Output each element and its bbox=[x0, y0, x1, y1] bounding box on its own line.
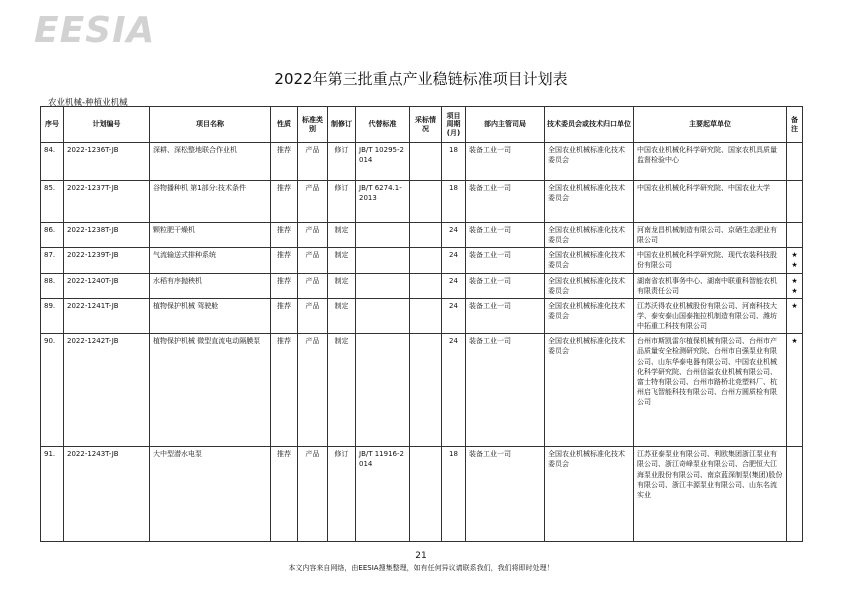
cell-period: 24 bbox=[442, 223, 466, 248]
cell-committee: 全国农业机械标准化技术委员会 bbox=[545, 334, 634, 447]
cell-replaced: JB/T 10295-2014 bbox=[356, 143, 410, 181]
header-type: 制修订 bbox=[328, 107, 356, 143]
table-row bbox=[41, 273, 803, 298]
cell-committee: 全国农业机械标准化技术委员会 bbox=[545, 181, 634, 223]
cell-name: 大中型潜水电泵 bbox=[150, 447, 271, 542]
cell-adopt bbox=[410, 334, 442, 447]
cell-category: 产品 bbox=[298, 143, 328, 181]
cell-drafter: 河南龙昌机械制造有限公司、京硒生态肥业有限公司 bbox=[634, 223, 787, 248]
cell-type: 制定 bbox=[328, 223, 356, 248]
cell-plan-no: 2022-1237T-JB bbox=[64, 181, 150, 223]
cell-committee: 全国农业机械标准化技术委员会 bbox=[545, 298, 634, 333]
cell-dept: 装备工业一司 bbox=[466, 273, 545, 298]
cell-name: 植物保护机械 驾驶舱 bbox=[150, 298, 271, 333]
cell-nature: 推荐 bbox=[271, 181, 298, 223]
cell-name: 水稻有序抛秧机 bbox=[150, 273, 271, 298]
page-title: 2022年第三批重点产业稳链标准项目计划表 bbox=[274, 70, 568, 88]
cell-dept: 装备工业一司 bbox=[466, 447, 545, 542]
footer-disclaimer: 本文内容来自网络，由EESIA搜集整理，如有任何异议请联系我们，我们将即时处理！ bbox=[288, 564, 554, 572]
cell-dept: 装备工业一司 bbox=[466, 298, 545, 333]
table-row bbox=[41, 143, 803, 181]
table-row bbox=[41, 298, 803, 333]
cell-type: 制定 bbox=[328, 248, 356, 273]
cell-adopt bbox=[410, 143, 442, 181]
header-period: 项目周期(月) bbox=[442, 107, 466, 143]
cell-plan-no: 2022-1239T-JB bbox=[64, 248, 150, 273]
cell-type: 修订 bbox=[328, 143, 356, 181]
cell-replaced bbox=[356, 248, 410, 273]
cell-category: 产品 bbox=[298, 298, 328, 333]
header-dept: 部内主管司局 bbox=[466, 107, 545, 143]
cell-drafter: 中国农业机械化科学研究院、现代农装科技股份有限公司 bbox=[634, 248, 787, 273]
header-seq: 序号 bbox=[41, 107, 64, 143]
cell-committee: 全国农业机械标准化技术委员会 bbox=[545, 143, 634, 181]
cell-drafter: 湖南省农机事务中心、湖南中联重科智能农机有限责任公司 bbox=[634, 273, 787, 298]
header-category: 标准类别 bbox=[298, 107, 328, 143]
header-plan-no: 计划编号 bbox=[64, 107, 150, 143]
cell-period: 24 bbox=[442, 298, 466, 333]
cell-nature: 推荐 bbox=[271, 143, 298, 181]
cell-seq: 89. bbox=[41, 298, 64, 333]
cell-adopt bbox=[410, 223, 442, 248]
header-replaced: 代替标准 bbox=[356, 107, 410, 143]
cell-type: 修订 bbox=[328, 447, 356, 542]
cell-replaced: JB/T 6274.1-2013 bbox=[356, 181, 410, 223]
cell-category: 产品 bbox=[298, 273, 328, 298]
cell-remark: ★★ bbox=[787, 273, 803, 298]
cell-nature: 推荐 bbox=[271, 334, 298, 447]
table-row bbox=[41, 181, 803, 223]
header-adopt: 采标情况 bbox=[410, 107, 442, 143]
standards-plan-table bbox=[40, 106, 803, 542]
table-header-row bbox=[41, 107, 803, 143]
cell-remark: ★★ bbox=[787, 248, 803, 273]
cell-remark: ★ bbox=[787, 334, 803, 447]
cell-type: 制定 bbox=[328, 273, 356, 298]
cell-adopt bbox=[410, 248, 442, 273]
section-label: 农业机械-种植业机械 bbox=[48, 98, 128, 108]
cell-dept: 装备工业一司 bbox=[466, 223, 545, 248]
cell-type: 制定 bbox=[328, 298, 356, 333]
cell-nature: 推荐 bbox=[271, 273, 298, 298]
cell-adopt bbox=[410, 181, 442, 223]
cell-name: 颗粒肥干燥机 bbox=[150, 223, 271, 248]
cell-category: 产品 bbox=[298, 181, 328, 223]
table-row bbox=[41, 334, 803, 447]
cell-period: 24 bbox=[442, 334, 466, 447]
cell-plan-no: 2022-1240T-JB bbox=[64, 273, 150, 298]
header-name: 项目名称 bbox=[150, 107, 271, 143]
cell-seq: 85. bbox=[41, 181, 64, 223]
cell-replaced: JB/T 11916-2014 bbox=[356, 447, 410, 542]
cell-committee: 全国农业机械标准化技术委员会 bbox=[545, 447, 634, 542]
cell-plan-no: 2022-1236T-JB bbox=[64, 143, 150, 181]
cell-type: 修订 bbox=[328, 181, 356, 223]
cell-category: 产品 bbox=[298, 334, 328, 447]
cell-adopt bbox=[410, 273, 442, 298]
cell-replaced bbox=[356, 298, 410, 333]
cell-period: 18 bbox=[442, 447, 466, 542]
cell-name: 气流输送式排种系统 bbox=[150, 248, 271, 273]
cell-committee: 全国农业机械标准化技术委员会 bbox=[545, 223, 634, 248]
table-row bbox=[41, 248, 803, 273]
cell-name: 植物保护机械 微型直流电动隔膜泵 bbox=[150, 334, 271, 447]
cell-seq: 90. bbox=[41, 334, 64, 447]
cell-adopt bbox=[410, 447, 442, 542]
cell-remark bbox=[787, 181, 803, 223]
cell-remark: ★ bbox=[787, 298, 803, 333]
cell-seq: 84. bbox=[41, 143, 64, 181]
cell-seq: 86. bbox=[41, 223, 64, 248]
cell-remark bbox=[787, 223, 803, 248]
header-remark: 备注 bbox=[787, 107, 803, 143]
cell-dept: 装备工业一司 bbox=[466, 248, 545, 273]
cell-nature: 推荐 bbox=[271, 447, 298, 542]
cell-adopt bbox=[410, 298, 442, 333]
cell-replaced bbox=[356, 334, 410, 447]
cell-nature: 推荐 bbox=[271, 223, 298, 248]
cell-seq: 88. bbox=[41, 273, 64, 298]
cell-seq: 87. bbox=[41, 248, 64, 273]
cell-nature: 推荐 bbox=[271, 298, 298, 333]
cell-committee: 全国农业机械标准化技术委员会 bbox=[545, 248, 634, 273]
cell-committee: 全国农业机械标准化技术委员会 bbox=[545, 273, 634, 298]
cell-replaced bbox=[356, 223, 410, 248]
cell-name: 谷物播种机 第1部分:技术条件 bbox=[150, 181, 271, 223]
table-row bbox=[41, 223, 803, 248]
cell-plan-no: 2022-1242T-JB bbox=[64, 334, 150, 447]
cell-plan-no: 2022-1243T-JB bbox=[64, 447, 150, 542]
cell-period: 18 bbox=[442, 143, 466, 181]
table-row bbox=[41, 447, 803, 542]
cell-name: 深耕、深松整地联合作业机 bbox=[150, 143, 271, 181]
cell-remark bbox=[787, 447, 803, 542]
header-committee: 技术委员会或技术归口单位 bbox=[545, 107, 634, 143]
cell-seq: 91. bbox=[41, 447, 64, 542]
cell-period: 18 bbox=[442, 181, 466, 223]
cell-replaced bbox=[356, 273, 410, 298]
cell-drafter: 江苏亚泰泵业有限公司、利欧集团浙江泵业有限公司、浙江奇峰泵业有限公司、合肥恒大江海泵业股份有限公司、南京蓝深制泵(集团)股份有限公司、浙江丰源泵业有限公司、山东名流实业 bbox=[634, 447, 787, 542]
header-drafter: 主要起草单位 bbox=[634, 107, 787, 143]
cell-plan-no: 2022-1241T-JB bbox=[64, 298, 150, 333]
cell-remark bbox=[787, 143, 803, 181]
cell-category: 产品 bbox=[298, 223, 328, 248]
cell-type: 制定 bbox=[328, 334, 356, 447]
cell-period: 24 bbox=[442, 273, 466, 298]
cell-period: 24 bbox=[442, 248, 466, 273]
cell-drafter: 江苏沃得农业机械股份有限公司、河南科技大学、泰安泰山国泰拖拉机制造有限公司、潍坊中拓重工科技有限公司 bbox=[634, 298, 787, 333]
cell-dept: 装备工业一司 bbox=[466, 334, 545, 447]
page-number: 21 bbox=[415, 551, 427, 561]
cell-drafter: 台州市斯凯雷尔植保机械有限公司、台州市产品质量安全检测研究院、台州市自强泵业有限公司、山东华泰电器有限公司、中国农业机械化科学研究院、台州信溢农业机械有限公司、富士特有限公司、台州市路桥北竞塑料厂、杭州启飞智能科技有限公司、台州方圆质检有限公司 bbox=[634, 334, 787, 447]
cell-dept: 装备工业一司 bbox=[466, 143, 545, 181]
cell-drafter: 中国农业机械化科学研究院、国家农机具质量监督检验中心 bbox=[634, 143, 787, 181]
cell-category: 产品 bbox=[298, 447, 328, 542]
cell-category: 产品 bbox=[298, 248, 328, 273]
cell-dept: 装备工业一司 bbox=[466, 181, 545, 223]
cell-plan-no: 2022-1238T-JB bbox=[64, 223, 150, 248]
eesia-logo: EESIA bbox=[34, 10, 156, 51]
header-nature: 性质 bbox=[271, 107, 298, 143]
cell-nature: 推荐 bbox=[271, 248, 298, 273]
cell-drafter: 中国农业机械化科学研究院、中国农业大学 bbox=[634, 181, 787, 223]
